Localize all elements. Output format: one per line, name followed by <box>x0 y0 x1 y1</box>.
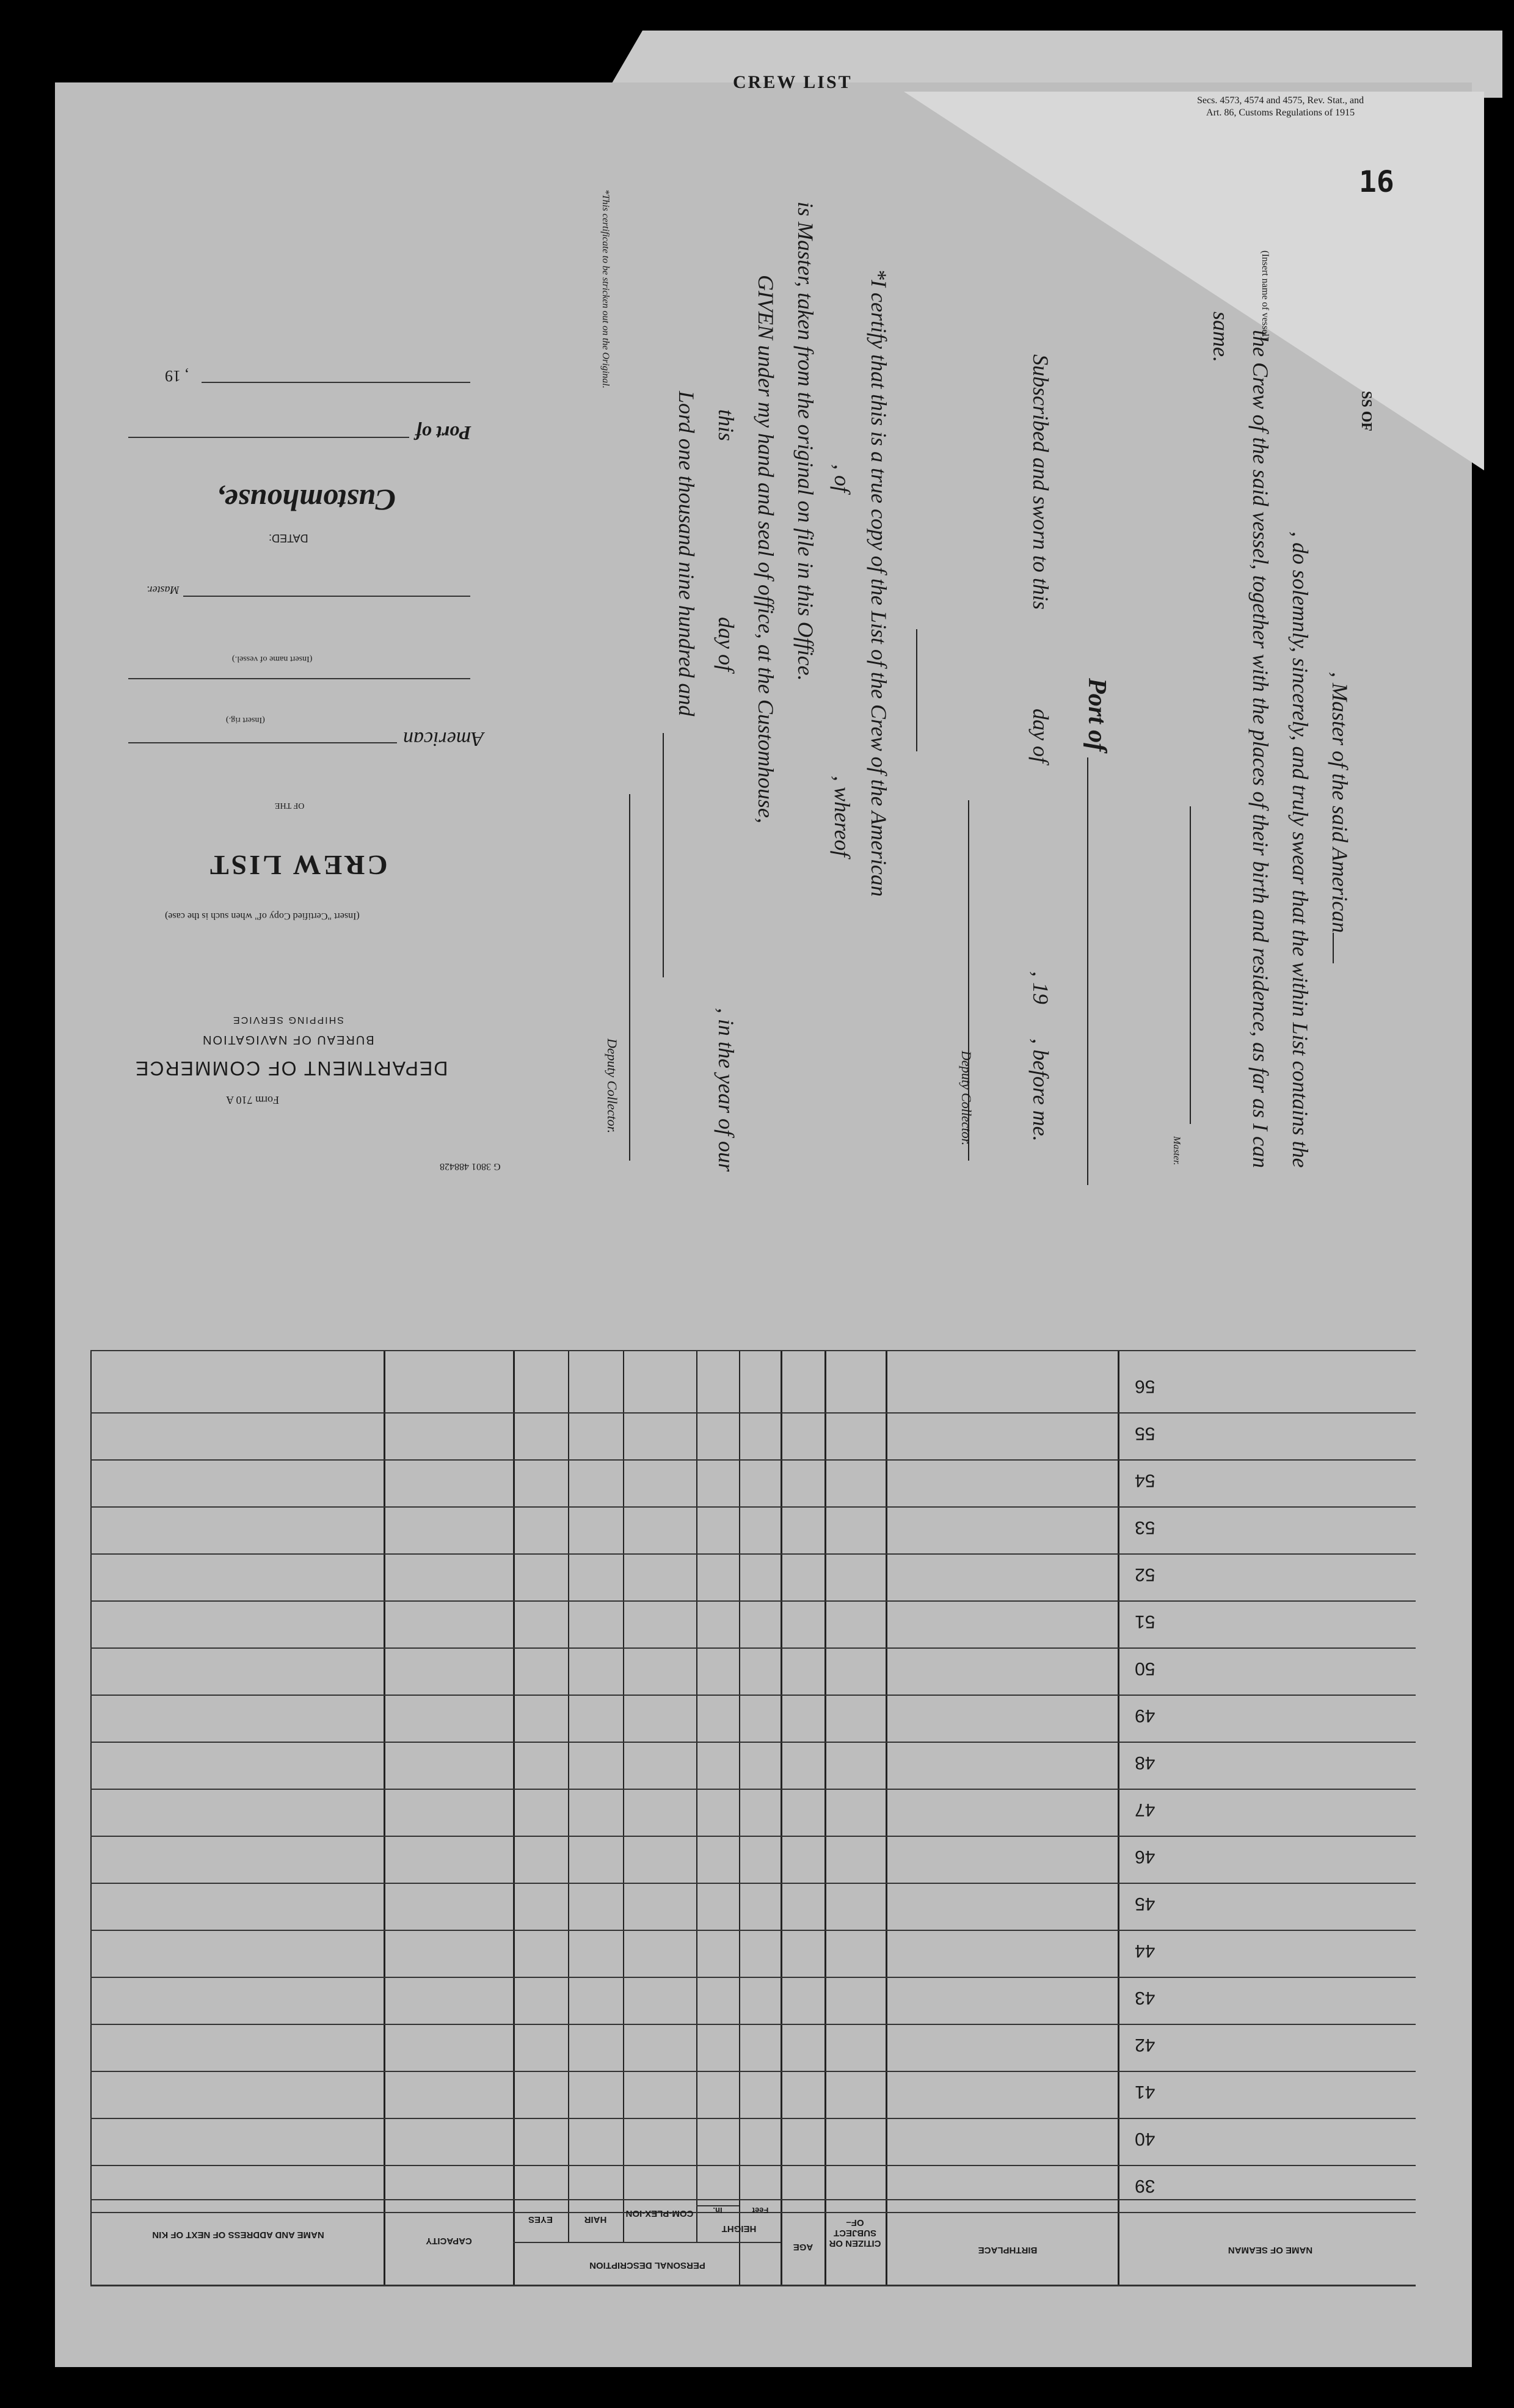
cover-date-line <box>202 382 470 383</box>
before-me-label: , before me. <box>1028 1038 1053 1142</box>
cover-master: Master. <box>147 584 180 596</box>
oath-line-3: the Crew of the said vessel, together with the places of their birth and residence, as far as I can <box>1248 330 1273 1169</box>
col-line-1 <box>384 1350 385 2285</box>
row-number: 55 <box>1135 1423 1156 1443</box>
oath-line-1: , Master of the said American <box>1327 672 1353 963</box>
cover-port-of: Port of <box>415 422 471 444</box>
certificate-deputy-collector: Deputy Collector. <box>605 1038 620 1134</box>
subscribed-label: Subscribed and sworn to this <box>1028 354 1053 610</box>
col-line-8 <box>824 1350 826 2285</box>
col-age: AGE <box>793 2242 813 2252</box>
certificate-line-5: Lord one thousand nine hundred and <box>674 391 699 717</box>
table-row <box>90 1742 1416 1743</box>
cover-of-the: OF THE <box>275 801 305 810</box>
cover-insert-certified: (Insert "Certified Copy of" when such is the case) <box>165 911 360 921</box>
page-number: 16 <box>1359 165 1394 199</box>
table-row <box>90 1553 1416 1555</box>
insert-vessel-label: (Insert name of vessel) <box>1260 250 1270 340</box>
cover-vessel-line <box>128 678 470 679</box>
lord-year-line <box>663 733 664 977</box>
col-citizen: CITIZEN OR SUBJECT OF– <box>829 2217 881 2249</box>
row-number: 46 <box>1135 1847 1156 1867</box>
sections-reference <box>1197 95 1364 119</box>
port-of-label: Port of <box>1083 678 1111 752</box>
row-number: 56 <box>1135 1376 1156 1396</box>
certificate-in-year: , in the year of our <box>714 1008 738 1172</box>
cover-dept: DEPARTMENT OF COMMERCE <box>134 1057 448 1079</box>
col-hair: HAIR <box>584 2214 607 2225</box>
certificate-line-2: is Master, taken from the original on file in this Office. <box>793 202 818 681</box>
cover-insert-vessel: (Insert name of vessel.) <box>232 654 313 663</box>
table-row <box>90 2024 1416 2025</box>
col-line-0 <box>90 1350 92 2285</box>
cover-dated: DATED: <box>269 532 308 544</box>
cover-service: SHIPPING SERVICE <box>232 1015 344 1025</box>
certificate-day-of: day of <box>714 617 738 671</box>
cert-deputy-collector-line <box>629 794 630 1161</box>
certificate-whereof: , whereof <box>830 776 854 857</box>
cover-insert-rig: (Insert rig.) <box>226 715 265 724</box>
col-line-4 <box>623 1350 624 2242</box>
row-number: 44 <box>1135 1941 1156 1961</box>
col-height-in: In. <box>713 2206 722 2215</box>
certificate-footnote: *This certificate to be stricken out on the Original. <box>600 189 611 389</box>
scan-border <box>0 0 55 2408</box>
header-divider <box>90 2199 1416 2200</box>
row-number: 54 <box>1135 1470 1156 1490</box>
row-number: 43 <box>1135 1988 1156 2008</box>
cover-title: CREW LIST <box>208 850 388 881</box>
certificate-line-3: GIVEN under my hand and seal of office, at the Customhouse, <box>754 275 778 823</box>
pass-of-label: SS OF <box>1358 391 1374 432</box>
row-number: 52 <box>1135 1564 1156 1585</box>
col-height-feet: Feet <box>752 2206 769 2215</box>
table-row <box>90 1930 1416 1931</box>
cover-print-code: G 3801 488428 <box>440 1161 501 1172</box>
col-eyes: EYES <box>528 2214 553 2225</box>
col-line-9 <box>886 1350 887 2285</box>
certificate-this: this <box>714 409 738 442</box>
table-row <box>90 1506 1416 1508</box>
master-label: Master. <box>1171 1136 1182 1166</box>
row-number: 41 <box>1135 2082 1156 2102</box>
col-line-10 <box>1118 1350 1119 2285</box>
cover-master-line <box>183 596 470 597</box>
table-top <box>90 1350 1416 1351</box>
table-row <box>90 1789 1416 1790</box>
port-of-line <box>1087 757 1088 1185</box>
table-row <box>90 1459 1416 1461</box>
row-number: 39 <box>1135 2176 1156 2196</box>
certificate-of: , of <box>830 464 854 493</box>
table-row <box>90 1647 1416 1649</box>
sections-line-2: Art. 86, Customs Regulations of 1915 <box>1206 108 1355 118</box>
row-number: 45 <box>1135 1894 1156 1914</box>
table-row <box>90 1883 1416 1884</box>
col-line-2 <box>513 1350 515 2285</box>
oath-line-2: , do solemnly, sincerely, and truly swear that the within List contains the <box>1288 531 1312 1168</box>
divider-rule <box>916 629 917 751</box>
cover-american: American <box>403 728 484 750</box>
col-birthplace: BIRTHPLACE <box>978 2245 1038 2255</box>
table-row <box>90 2165 1416 2166</box>
col-line-6 <box>739 1350 740 2285</box>
col-complexion: COM-PLEX-ION <box>625 2208 694 2219</box>
cover-form-code: Form 710 A <box>226 1094 280 1106</box>
table-row <box>90 1600 1416 1602</box>
col-line-5 <box>696 1350 697 2242</box>
table-row <box>90 2071 1416 2072</box>
cover-port-line <box>128 437 409 438</box>
table-row <box>90 1836 1416 1837</box>
row-number: 40 <box>1135 2129 1156 2149</box>
col-next-of-kin: NAME AND ADDRESS OF NEXT OF KIN <box>152 2230 324 2240</box>
sections-line-1: Secs. 4573, 4574 and 4575, Rev. Stat., and <box>1197 95 1364 106</box>
row-number: 51 <box>1135 1611 1156 1632</box>
row-number: 47 <box>1135 1800 1156 1820</box>
col-personal-description: PERSONAL DESCRIPTION <box>589 2260 705 2271</box>
table-row <box>90 1695 1416 1696</box>
col-capacity: CAPACITY <box>426 2236 472 2246</box>
table-row <box>90 1412 1416 1414</box>
row-number: 49 <box>1135 1706 1156 1726</box>
row-number: 42 <box>1135 2035 1156 2055</box>
oath-deputy-collector: Deputy Collector. <box>959 1051 974 1146</box>
row-number: 48 <box>1135 1753 1156 1773</box>
subscribed-day-of: day of <box>1028 709 1053 763</box>
table-row <box>90 1977 1416 1978</box>
master-signature-line <box>1190 806 1191 1124</box>
row-number: 50 <box>1135 1658 1156 1679</box>
col-line-3 <box>568 1350 569 2242</box>
certificate-line-1: *I certify that this is a true copy of the List of the Crew of the American <box>867 269 891 897</box>
cover-customhouse: Customhouse, <box>217 483 396 517</box>
subscribed-year: , 19 <box>1028 971 1053 1004</box>
col-line-7 <box>781 1350 782 2285</box>
cover-bureau: BUREAU OF NAVIGATION <box>202 1033 374 1046</box>
col-height: HEIGHT <box>721 2224 757 2234</box>
personal-desc-divider <box>513 2242 781 2243</box>
col-name-of-seaman: NAME OF SEAMAN <box>1228 2245 1313 2255</box>
header-title: CREW LIST <box>733 72 853 92</box>
oath-line-4: same. <box>1209 312 1233 362</box>
table-row <box>90 2118 1416 2119</box>
cover-rig-line <box>128 742 397 743</box>
cover-year: , 19 <box>165 367 189 385</box>
row-number: 53 <box>1135 1517 1156 1538</box>
table-bottom <box>90 2285 1416 2286</box>
